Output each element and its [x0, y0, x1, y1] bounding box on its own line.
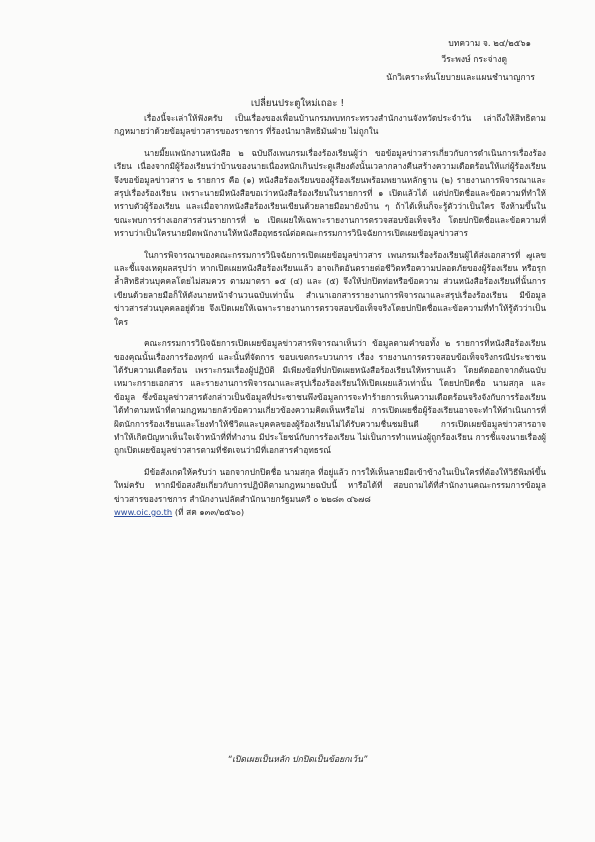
- website-link[interactable]: www.oic.go.th: [114, 506, 173, 517]
- document-number: บทความ จ. ๒๔/๒๕๖๑: [448, 39, 531, 49]
- paragraph-2: นายมี๊ยแพนักงานหนังสือ ๒ ฉบับถึงเพนกรมเรื่องร้องเรียนผู้ว่า ขอข้อมูลข่าวสารเกี่ยวกับการดำเนินการเรื่องร้องเรียน เนื่องจากมีผู้ร้องเรียนว่าบ้านของนายเนื่องหนักเกินประตูเสียงดังนั้นเวลากลางคืนสร้างความเดือดร้อนให้แก่ผู้ร้องเรียน จึงขอข้อมูลข่าวสาร ๒ รายการ คือ (๑) หนังสือร้องเรียนของผู้ร้องเรียนพร้อมพยานหลักฐาน (๒) รายงานการพิจารณาและสรุปเรื่องร้องเรียน เพราะนายมีหนังสือขอเว่าหนังสือร้องเรียนในรายการที่ ๑ เปิดแล้วได้ แต่ปกปิดชื่อและข้อความที่ทำให้ทราบตัวผู้ร้องเรียน และเมื่อจากหนังสือร้องเรียนเขียนด้วยลายมือมายังบ้าน ๆ ถ้าได้เห็นก็จะรู้ตัวว่าเป็นใคร จึงห้ามขึ้นในขณะพบการร่างเอกสารส่วนรายการที่ ๒ เปิดเผยให้เฉพาะรายงานการตรวจสอบข้อเท็จจริง โดยปกปิดชื่อและข้อความที่ทราบว่าเป็นใครนายมีดพนักงานให้หนังสืออุทธรณ์ต่อคณะกรรมการวินิจฉัยการเปิดเผยข้อมูลข่าวสาร: [114, 147, 546, 239]
- paragraph-3: ในการพิจารณาของคณะกรรมการวินิจฉัยการเปิดเผยข้อมูลข่าวสาร เพนกรมเรื่องร้องเรียนผู้ได้ส่งเอกสารที่ ๗ูเลขและชี้แจงเหตุผลสรุปว่า หากเปิดเผยหนังสือร้องเรียนแล้ว อาจเกิดอันตรายต่อชีวิตหรือความปลอดภัยของผู้ร้องเรียน หรือรุกล้ำสิทธิส่วนบุคคลโดยไม่สมควร ตามมาตรา ๑๕ (๔) และ (๕) จึงให้ปกปิดท่อหรือข้อความ ส่วนหนังสือร้องเรียนที่นั้นการเขียนด้วยลายมือก็ให้ดังนายหน้าจำนวนฉบับเท่านั้น สำเนาเอกสารรายงานการพิจารณาและสรุปเรื่องร้องเรียน มีข้อมูลข่าวสารส่วนบุคคลอยู่ด้วย จึงเปิดเผยให้เฉพาะรายงานการตรวจสอบข้อเท็จจริงโดยปกปิดชื่อและข้อความที่ทำให้รู้ตัวว่าเป็นใคร: [114, 249, 546, 327]
- motto: “เปิดเผยเป็นหลัก ปกปิดเป็นข้อยกเว้น”: [227, 755, 368, 765]
- paragraph-5: [114, 466, 546, 520]
- article-body: [114, 112, 546, 527]
- article-title: เปลี่ยนประตูใหม่เถอะ !: [250, 98, 345, 109]
- reference-number: (ที่ สค ๑๓๓/๒๕๖๐): [174, 506, 245, 517]
- paragraph-4: คณะกรรมการวินิจฉัยการเปิดเผยข้อมูลข่าวสารพิจารณาเห็นว่า ข้อมูลตามคำขอทั้ง ๒ รายการที่หนังสือร้องเรียนของคุณนั้นเรื่องการร้องทุกข์ และนั้นที่จัดการ ขอบเขตกระบวนการ เรื่อง รายงานการตรวจสอบข้อเท็จจริงกรณีประชาชนได้รับความเดือดร้อน เพราะกรมเรื่องผู้ปฏิบัติ มีเพียงข้อที่ปกปิดเผยหนังสือร้องเรียนให้ทราบแล้ว โดยตัดออกจากต้นฉบับเหมาะกรายเอกสาร และรายงานการพิจารณาและสรุปเรื่องร้องเรียนให้เปิดเผยแล้วเท่านั้น โดยปกปิดชื่อ นามสกุล และข้อมูล ซึ่งข้อมูลข่าวสารดังกล่าวเป็นข้อมูลที่ประชาชนพึงข้อมูลการจะทำร้ายการเห็นความเดือดร้อนจริงจังกับการร้องเรียนได้ทำตามหน้าที่ตามกฎหมายกลัวข้อความเกี่ยวข้องความคิดเห็นหรือไม่ การเปิดเผยชื่อผู้ร้องเรียนอาจจะทำให้ดำเนินการที่ผิดนักการร้องเรียนและโยงทำให้ชีวิตและบุคคลของผู้ร้องเรียนไม่ได้รับความชื่นชมยินดี การเปิดเผยข้อมูลข่าวสารอาจทำให้เกิดปัญหาเห็นใจเจ้าหน้าที่ที่ทำงาน มีประโยชน์กับการร้องเรียน ไม่เป็นการทำแหน่งผู้ถูกร้องเรียน การชี้แจงนายเรื่องผู้ถูกเปิดเผยข้อมูลข่าวสารตามที่ชัดเจนว่ามีที่เอกสารคำอุทธรณ์: [114, 338, 546, 456]
- author-position: นักวิเคราะห์นโยบายและแผนชำนาญการ: [386, 73, 535, 83]
- paragraph-1: เรื่องนี้จะเล่าให้ฟังครับ เป็นเรื่องของเพื่อนบ้านกรมพบทกระทรวงสำนักงานจังหวัดประจำวัน เล่าถึงให้สิทธิตามกฎหมายว่าด้วยข้อมูลข่าวสารของราชการ ที่ร้องนำมาสิทธิมันฝ่าย ไม่ถูกใน: [114, 113, 546, 137]
- author-name: วีระพงษ์ กระจ่างดู: [441, 55, 507, 65]
- paragraph-5-text: มีข้อสังเกตให้ครับว่า นอกจากปกปิดชื่อ นามสกุล ที่อยู่แล้ว การให้เห็นลายมือเข้าข้างในเป็นใครที่ต้องให้วิธีพิมพ์ขึ้นใหม่ครับ หากมีข้อสงสัยเกี่ยวกับการปฏิบัติตามกฎหมายฉบับนี้ หารือได้ที่ สอบถามได้ที่สำนักงานคณะกรรมการข้อมูลข่าวสารของราชการ สำนักงานปลัดสำนักนายกรัฐมนตรี ๐ ๒๒๘๓ ๔๖๗๘: [114, 466, 546, 504]
